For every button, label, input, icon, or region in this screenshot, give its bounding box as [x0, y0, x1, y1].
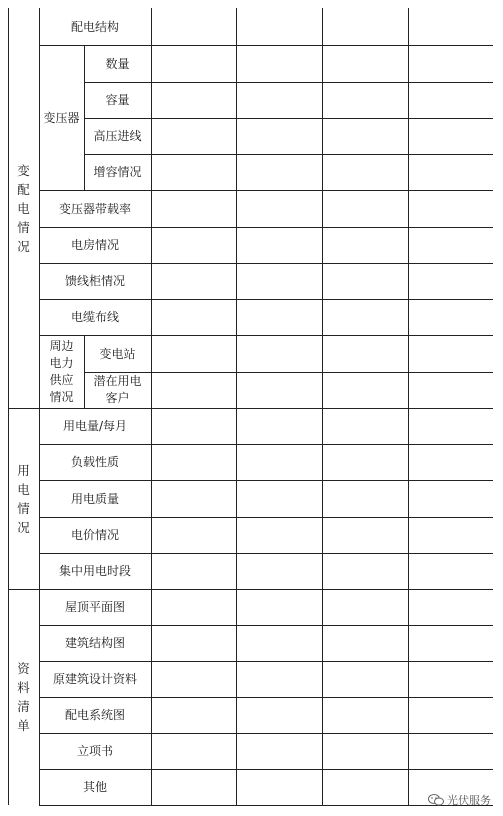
row-label-feeder-cabinet: 馈线柜情况 [64, 274, 125, 288]
row-label-cable-routing: 电缆布线 [70, 310, 119, 324]
grid-line [84, 45, 85, 190]
row-label-monthly-consumption: 用电量/每月 [62, 419, 128, 433]
grid-line [84, 372, 493, 373]
grid-line [39, 733, 493, 734]
grid-line [151, 8, 152, 805]
grid-line [39, 45, 493, 46]
row-label-substation: 变电站 [99, 346, 136, 361]
row-label-load-rate: 变压器带载率 [58, 201, 131, 216]
grid-line [39, 805, 493, 806]
row-label-peak-period: 集中用电时段 [58, 564, 131, 578]
row-label-electricity-price: 电价情况 [70, 528, 119, 542]
row-label-capacity: 容量 [105, 93, 130, 107]
grid-line [39, 517, 493, 518]
watermark-text: 光伏服务 [447, 794, 491, 807]
row-label-quantity: 数量 [105, 56, 130, 71]
section-header-substation: 变配电情况 [17, 162, 30, 254]
row-label-surrounding-supply: 周边电力供应情况 [49, 338, 74, 404]
grid-line [84, 82, 493, 83]
row-label-hv-incoming: 高压进线 [93, 129, 142, 143]
grid-line [39, 227, 493, 228]
section-header-documents: 资料清单 [17, 661, 30, 733]
grid-line [408, 8, 409, 805]
grid-line [322, 8, 323, 805]
grid-line [8, 589, 493, 590]
grid-line [39, 444, 493, 445]
row-label-project-proposal: 立项书 [76, 744, 113, 758]
watermark [428, 792, 491, 808]
grid-line [236, 8, 237, 805]
row-label-transformer: 变压器 [43, 110, 80, 125]
grid-line [39, 769, 493, 770]
grid-line [84, 118, 493, 119]
section-header-power-usage: 用电情况 [17, 462, 30, 535]
grid-line [39, 553, 493, 554]
row-label-distribution-structure: 配电结构 [70, 19, 119, 34]
grid-line [39, 661, 493, 662]
grid-line [39, 625, 493, 626]
row-label-roof-plan: 屋顶平面图 [64, 600, 125, 614]
row-label-capacity-expansion: 增容情况 [93, 165, 142, 179]
wechat-icon [428, 794, 444, 806]
row-label-other: 其他 [82, 780, 107, 794]
row-label-power-room: 电房情况 [70, 238, 119, 252]
row-label-structure-drawing: 建筑结构图 [64, 636, 125, 650]
grid-line [84, 335, 85, 408]
grid-line [39, 299, 493, 300]
grid-line [39, 480, 493, 481]
grid-line [8, 408, 493, 409]
grid-line [39, 190, 493, 191]
row-label-load-type: 负载性质 [70, 455, 119, 469]
grid-line [39, 335, 493, 336]
row-label-power-quality: 用电质量 [70, 491, 119, 506]
grid-line [39, 8, 40, 805]
row-label-distribution-diagram: 配电系统图 [64, 708, 125, 722]
grid-line [39, 697, 493, 698]
row-label-potential-customers: 潜在用电客户 [93, 374, 142, 405]
row-label-original-design: 原建筑设计资料 [52, 672, 137, 686]
grid-line [8, 8, 9, 805]
grid-line [84, 154, 493, 155]
grid-line [39, 263, 493, 264]
